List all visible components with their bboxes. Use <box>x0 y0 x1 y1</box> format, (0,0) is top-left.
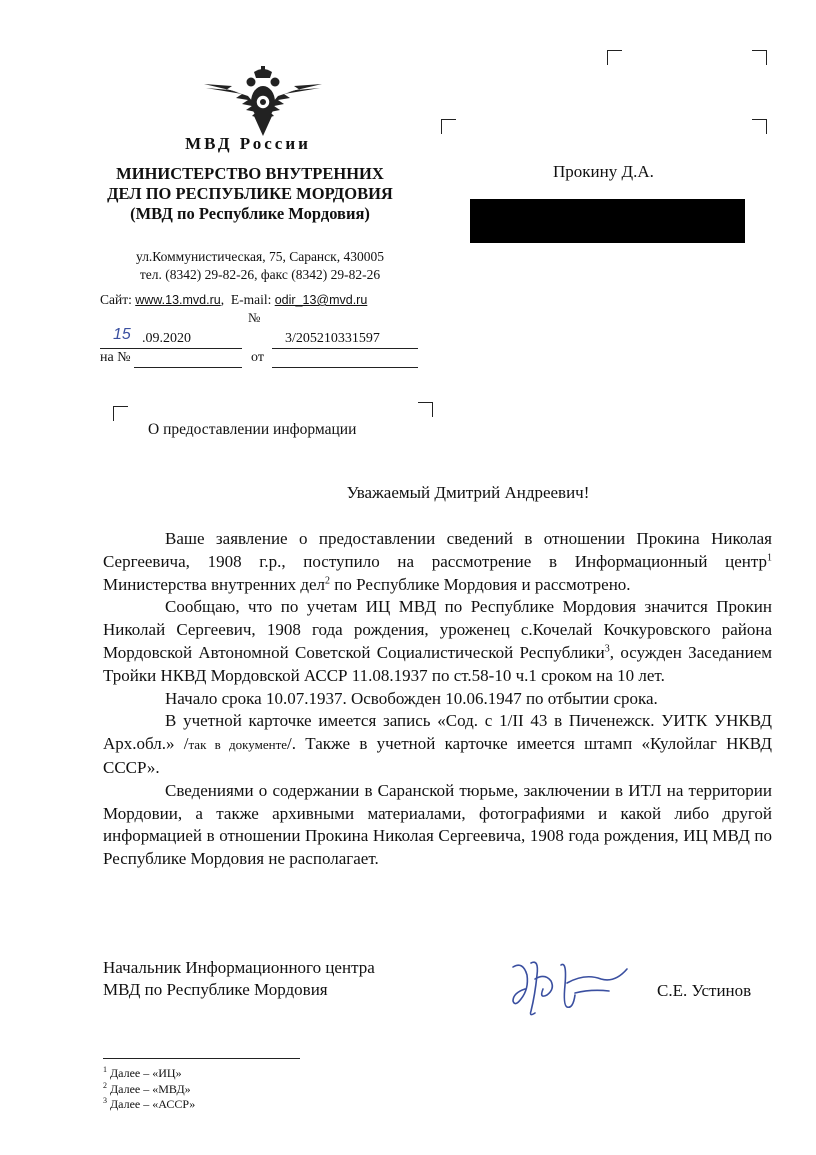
org-short-name: МВД России <box>185 134 311 153</box>
handwritten-signature-icon <box>505 955 635 1020</box>
date-printed: .09.2020 <box>142 331 191 346</box>
body-paragraph: В учетной карточке имеется запись «Сод. с 1/II 43 в Пиченежск. УИТК УНКВД Арх.обл.» /так в документе/. Также в учетной карточке имеется штамп «Кулойлаг НКВД СССР». <box>103 711 773 777</box>
body-paragraph: Ваше заявление о предоставлении сведений в отношении Прокина Николая Сергеевича, 1908 г.р., поступило на рассмотрение в Информационный центр$^1$ Министерства внутренних дел$^2$ по Республике Мордовия и рассмотрено. <box>103 529 772 594</box>
number-sign: № <box>248 310 261 325</box>
footnote-item: $^1$ Далее – «ИЦ» <box>103 1065 182 1080</box>
org-address-block <box>105 248 415 284</box>
signatory-title <box>103 957 375 1001</box>
letter-subject: О предоставлении информации <box>148 421 357 438</box>
footnote-separator <box>103 1058 300 1059</box>
subject-corner-mark <box>113 406 128 421</box>
reply-to-label: на № <box>100 350 131 365</box>
footnotes <box>103 1066 195 1113</box>
from-label: от <box>251 350 264 365</box>
date-underline <box>100 348 242 349</box>
signatory-name: С.Е. Устинов <box>657 981 752 1000</box>
editorial-note: так в документе <box>188 737 288 753</box>
date-handwritten: 15 <box>113 326 131 343</box>
org-contacts: Сайт: www.13.mvd.ru, E-mail: odir_13@mvd.ru <box>100 292 368 307</box>
reply-to-underline <box>134 367 242 368</box>
org-name-line-1: МИНИСТЕРСТВО ВНУТРЕННИХ <box>116 164 384 183</box>
from-underline <box>272 367 418 368</box>
subject-corner-mark <box>418 402 433 417</box>
footnote-item: $^3$ Далее – «АССР» <box>103 1096 196 1111</box>
org-address: ул.Коммунистическая, 75, Саранск, 430005 <box>136 249 384 264</box>
org-name-line-3: (МВД по Республике Мордовия) <box>130 204 370 223</box>
org-full-name <box>100 164 400 224</box>
redaction-block <box>470 199 745 243</box>
address-corner-mark <box>607 50 622 65</box>
registration-number: 3/205210331597 <box>285 331 380 346</box>
site-link[interactable]: www.13.mvd.ru <box>135 293 221 307</box>
salutation: Уважаемый Дмитрий Андреевич! <box>346 483 590 502</box>
address-corner-mark <box>752 50 767 65</box>
address-corner-mark <box>441 119 456 134</box>
email-label: E-mail: <box>230 292 272 307</box>
body-paragraph: Сведениями о содержании в Саранской тюрьме, заключении в ИТЛ на территории Мордовии, а также архивными материалами, фотографиями и какой либо другой информацией в отношении Прокина Николая Сергеевича, 1908 года рождения, ИЦ МВД по Республике Мордовия не располагает. <box>103 780 772 869</box>
signatory-title-line-1: Начальник Информационного центра <box>103 958 375 977</box>
site-label: Сайт: <box>100 292 132 307</box>
footnote-item: $^2$ Далее – «МВД» <box>103 1080 191 1096</box>
letter-body <box>103 528 772 871</box>
org-name-line-2: ДЕЛ ПО РЕСПУБЛИКЕ МОРДОВИЯ <box>107 184 393 203</box>
mvd-emblem-icon <box>202 66 324 138</box>
regnum-underline <box>272 348 418 349</box>
body-paragraph: Начало срока 10.07.1937. Освобожден 10.06.1947 по отбытии срока. <box>165 688 658 708</box>
address-corner-mark <box>752 119 767 134</box>
body-paragraph: Сообщаю, что по учетам ИЦ МВД по Республике Мордовия значится Прокин Николай Сергеевич, 1908 года рождения, уроженец с.Кочелай Кочкуровского района Мордовской Автономной Советской Социалистической Республики$^3$, осужден Заседанием Тройки НКВД Мордовской АССР 11.08.1937 по ст.58-10 ч.1 сроком на 10 лет. <box>103 597 773 685</box>
org-phones: тел. (8342) 29-82-26, факс (8342) 29-82-26 <box>139 267 381 282</box>
signatory-title-line-2: МВД по Республике Мордовия <box>103 980 328 999</box>
email-link[interactable]: odir_13@mvd.ru <box>274 293 368 307</box>
recipient-name: Прокину Д.А. <box>553 162 654 181</box>
